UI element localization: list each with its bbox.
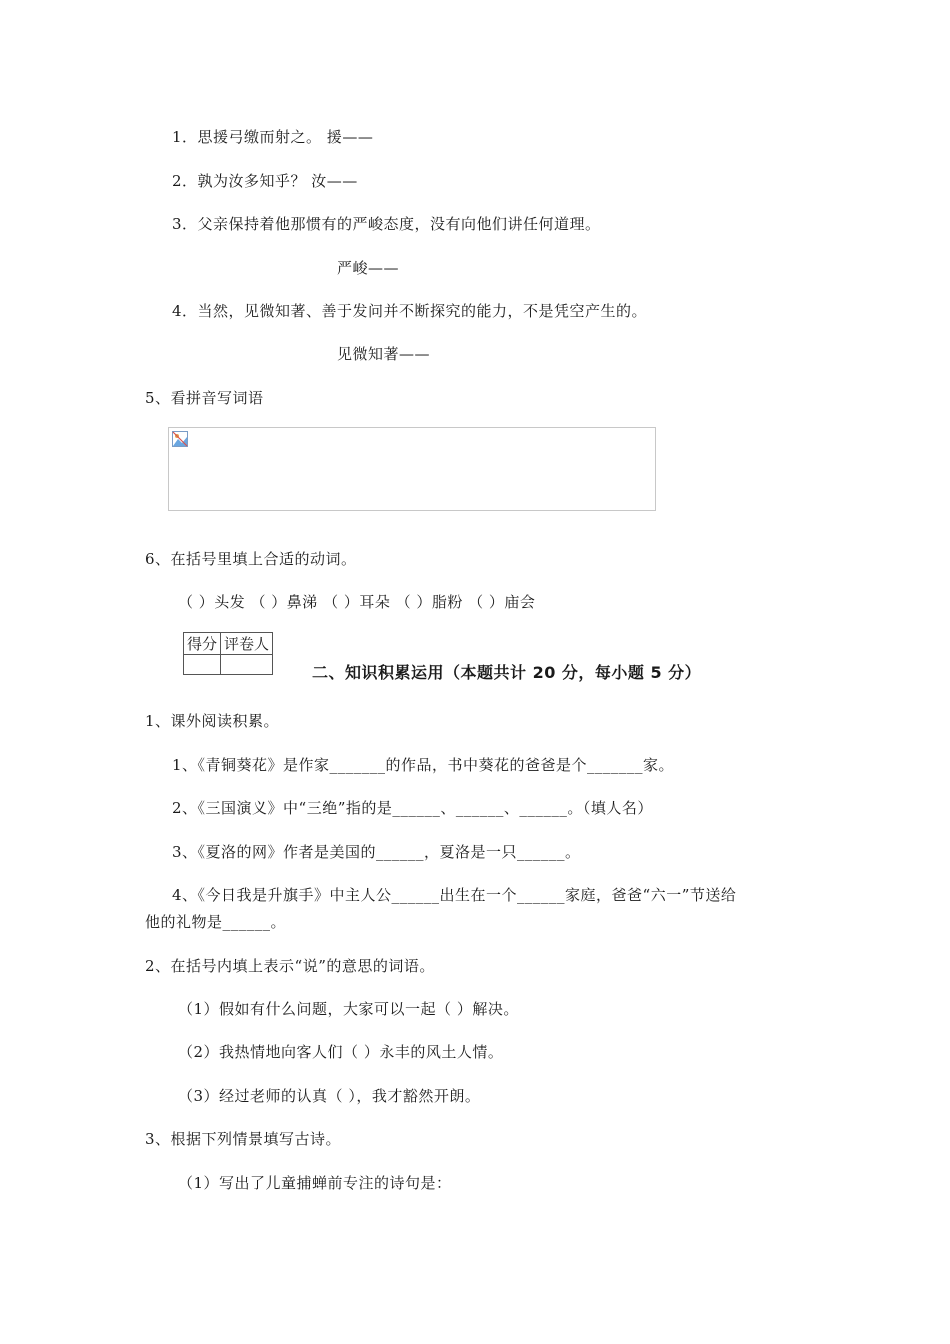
broken-image-icon [172,431,188,447]
question-line: （2）我热情地向客人们（ ）永丰的风土人情。 [178,1043,504,1061]
question-line: （1）假如有什么问题，大家可以一起（ ）解决。 [178,1000,519,1018]
answer-line: 严峻—— [337,259,400,277]
question-line: 2、《三国演义》中“三绝”指的是______、______、______。（填人名） [172,799,653,817]
question-title: 6、在括号里填上合适的动词。 [145,550,357,568]
question-line: 3、《夏洛的网》作者是美国的______，夏洛是一只______。 [172,843,581,861]
pinyin-image-frame [168,427,656,511]
section-heading: 二、知识积累运用（本题共计 20 分，每小题 5 分） [312,663,702,682]
question-title: 3、根据下列情景填写古诗。 [145,1130,342,1148]
score-cell [184,655,221,675]
fill-in-verbs: （ ）头发 （ ）鼻涕 （ ）耳朵 （ ）脂粉 （ ）庙会 [178,593,536,611]
question-line: 2．孰为汝多知乎？ 汝—— [172,172,358,190]
question-line: 3．父亲保持着他那惯有的严峻态度，没有向他们讲任何道理。 [172,215,601,233]
question-title: 1、课外阅读积累。 [145,712,280,730]
score-table [183,632,273,675]
question-line: （3）经过老师的认真（ ），我才豁然开朗。 [178,1087,481,1105]
grader-cell [221,655,273,675]
question-line: 4、《今日我是升旗手》中主人公______出生在一个______家庭，爸爸“六一”节送给 [172,886,737,904]
question-title: 5、看拼音写词语 [145,389,264,407]
score-header: 得分 [184,633,221,655]
question-line: 他的礼物是______。 [145,913,287,931]
question-line: （1）写出了儿童捕蝉前专注的诗句是： [178,1174,452,1192]
question-title: 2、在括号内填上表示“说”的意思的词语。 [145,957,435,975]
grader-header: 评卷人 [221,633,273,655]
question-line: 4．当然，见微知著、善于发问并不断探究的能力，不是凭空产生的。 [172,302,648,320]
question-line: 1、《青铜葵花》是作家_______的作品，书中葵花的爸爸是个_______家。 [172,756,675,774]
question-line: 1．思援弓缴而射之。 援—— [172,128,374,146]
answer-line: 见微知著—— [337,345,431,363]
